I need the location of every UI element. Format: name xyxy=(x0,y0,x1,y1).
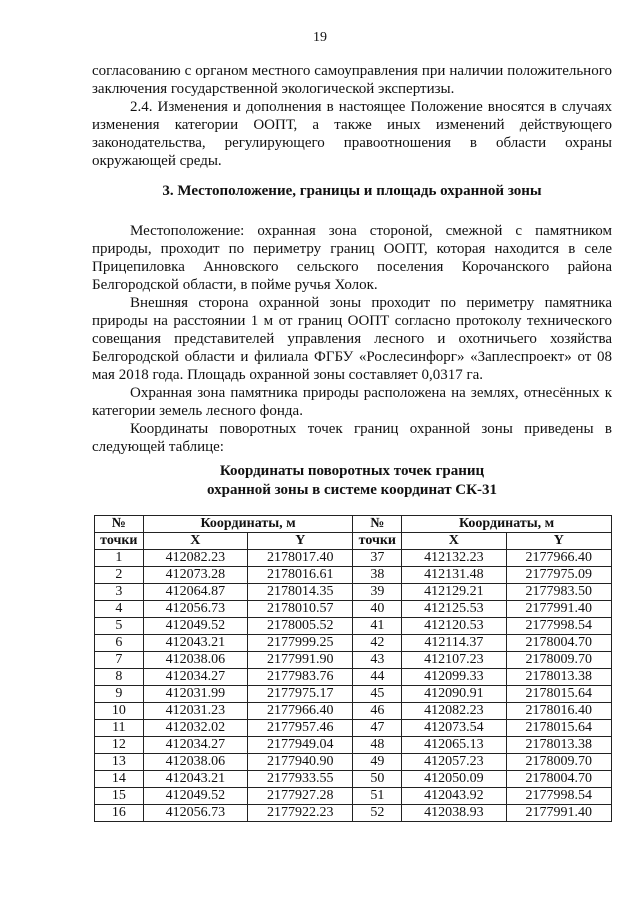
x-value-cell: 412129.21 xyxy=(402,584,506,601)
y-value-cell: 2178016.61 xyxy=(248,567,353,584)
table-row xyxy=(95,550,612,567)
x-value-cell: 412049.52 xyxy=(143,618,247,635)
x-value-cell: 412034.27 xyxy=(143,669,247,686)
point-number-cell: 42 xyxy=(353,635,402,652)
table-row xyxy=(95,788,612,805)
point-number-cell: 50 xyxy=(353,771,402,788)
y-value-cell: 2177949.04 xyxy=(248,737,353,754)
table-row xyxy=(95,635,612,652)
table-row xyxy=(95,652,612,669)
point-number-cell: 37 xyxy=(353,550,402,567)
y-value-cell: 2178015.64 xyxy=(506,686,611,703)
y-value-cell: 2178005.52 xyxy=(248,618,353,635)
x-value-cell: 412050.09 xyxy=(402,771,506,788)
y-value-cell: 2178004.70 xyxy=(506,635,611,652)
section-body xyxy=(92,222,612,456)
y-value-cell: 2177975.09 xyxy=(506,567,611,584)
x-value-cell: 412056.73 xyxy=(143,805,247,822)
y-value-cell: 2178010.57 xyxy=(248,601,353,618)
point-number-cell: 2 xyxy=(95,567,144,584)
point-number-cell: 12 xyxy=(95,737,144,754)
table-title-line-1: Координаты поворотных точек границ xyxy=(219,463,485,479)
x-header: X xyxy=(143,533,247,550)
y-value-cell: 2177983.76 xyxy=(248,669,353,686)
location-paragraph: Местоположение: охранная зона стороной, смежной с памятником природы, проходит по периметру границ ООПТ, которая находится в селе Прицепиловка Анновского сельского поселения Корочанского района Белгородской области, в пойме ручья Холок. xyxy=(92,223,612,293)
y-value-cell: 2177991.40 xyxy=(506,601,611,618)
point-number-cell: 5 xyxy=(95,618,144,635)
coordinates-header: Координаты, м xyxy=(143,516,353,533)
x-value-cell: 412057.23 xyxy=(402,754,506,771)
x-value-cell: 412043.21 xyxy=(143,771,247,788)
point-number-cell: 47 xyxy=(353,720,402,737)
intro-paragraph-1: согласованию с органом местного самоуправления при наличии положительного заключения государственной экологической экспертизы. xyxy=(92,63,612,97)
point-number-cell: 51 xyxy=(353,788,402,805)
table-row xyxy=(95,805,612,822)
point-number-cell: 46 xyxy=(353,703,402,720)
table-row xyxy=(95,720,612,737)
land-category-paragraph: Охранная зона памятника природы расположена на землях, отнесённых к категории земель лесного фонда. xyxy=(92,385,612,419)
point-number-cell: 3 xyxy=(95,584,144,601)
x-value-cell: 412032.02 xyxy=(143,720,247,737)
x-value-cell: 412065.13 xyxy=(402,737,506,754)
intro-paragraph-2: 2.4. Изменения и дополнения в настоящее Положение вносятся в случаях изменения категории ООПТ, а также иных изменений действующего законодательства, регулирующего правоотношения в области охраны окружающей среды. xyxy=(92,99,612,169)
table-row xyxy=(95,618,612,635)
x-value-cell: 412099.33 xyxy=(402,669,506,686)
y-value-cell: 2178015.64 xyxy=(506,720,611,737)
point-label-header: точки xyxy=(95,533,144,550)
table-row xyxy=(95,601,612,618)
y-value-cell: 2178009.70 xyxy=(506,754,611,771)
coordinates-table xyxy=(94,515,612,822)
table-row xyxy=(95,703,612,720)
y-value-cell: 2177940.90 xyxy=(248,754,353,771)
table-intro-paragraph: Координаты поворотных точек границ охранной зоны приведены в следующей таблице: xyxy=(92,421,612,455)
section-heading: 3. Местоположение, границы и площадь охранной зоны xyxy=(162,183,542,199)
point-number-cell: 4 xyxy=(95,601,144,618)
y-value-cell: 2177957.46 xyxy=(248,720,353,737)
point-label-header: точки xyxy=(353,533,402,550)
y-value-cell: 2177998.54 xyxy=(506,788,611,805)
y-value-cell: 2177927.28 xyxy=(248,788,353,805)
y-value-cell: 2178009.70 xyxy=(506,652,611,669)
y-value-cell: 2177998.54 xyxy=(506,618,611,635)
point-number-cell: 7 xyxy=(95,652,144,669)
y-value-cell: 2177966.40 xyxy=(248,703,353,720)
x-value-cell: 412073.54 xyxy=(402,720,506,737)
point-number-cell: 40 xyxy=(353,601,402,618)
point-number-cell: 49 xyxy=(353,754,402,771)
x-value-cell: 412107.23 xyxy=(402,652,506,669)
point-number-cell: 52 xyxy=(353,805,402,822)
x-value-cell: 412132.23 xyxy=(402,550,506,567)
x-value-cell: 412125.53 xyxy=(402,601,506,618)
coordinates-table-body xyxy=(95,550,612,822)
y-value-cell: 2177991.40 xyxy=(506,805,611,822)
x-value-cell: 412049.52 xyxy=(143,788,247,805)
point-number-header: № xyxy=(353,516,402,533)
y-value-cell: 2177991.90 xyxy=(248,652,353,669)
point-number-cell: 14 xyxy=(95,771,144,788)
y-value-cell: 2178014.35 xyxy=(248,584,353,601)
point-number-cell: 39 xyxy=(353,584,402,601)
y-value-cell: 2177983.50 xyxy=(506,584,611,601)
x-value-cell: 412082.23 xyxy=(402,703,506,720)
table-title-line-2: охранной зоны в системе координат СК-31 xyxy=(206,482,498,498)
table-row xyxy=(95,737,612,754)
y-value-cell: 2177999.25 xyxy=(248,635,353,652)
y-header: Y xyxy=(506,533,611,550)
table-row xyxy=(95,669,612,686)
point-number-cell: 1 xyxy=(95,550,144,567)
x-value-cell: 412090.91 xyxy=(402,686,506,703)
table-header-row-2 xyxy=(95,533,612,550)
x-header: X xyxy=(402,533,506,550)
point-number-header: № xyxy=(95,516,144,533)
x-value-cell: 412031.99 xyxy=(143,686,247,703)
table-row xyxy=(95,584,612,601)
x-value-cell: 412131.48 xyxy=(402,567,506,584)
point-number-cell: 16 xyxy=(95,805,144,822)
point-number-cell: 44 xyxy=(353,669,402,686)
x-value-cell: 412114.37 xyxy=(402,635,506,652)
x-value-cell: 412043.21 xyxy=(143,635,247,652)
y-value-cell: 2178013.38 xyxy=(506,737,611,754)
table-header-row-1 xyxy=(95,516,612,533)
y-value-cell: 2177966.40 xyxy=(506,550,611,567)
table-row xyxy=(95,567,612,584)
point-number-cell: 43 xyxy=(353,652,402,669)
point-number-cell: 10 xyxy=(95,703,144,720)
y-value-cell: 2178004.70 xyxy=(506,771,611,788)
point-number-cell: 38 xyxy=(353,567,402,584)
y-value-cell: 2177975.17 xyxy=(248,686,353,703)
y-header: Y xyxy=(248,533,353,550)
x-value-cell: 412031.23 xyxy=(143,703,247,720)
point-number-cell: 11 xyxy=(95,720,144,737)
y-value-cell: 2177922.23 xyxy=(248,805,353,822)
page-number: 19 xyxy=(313,30,327,45)
table-row xyxy=(95,771,612,788)
x-value-cell: 412056.73 xyxy=(143,601,247,618)
y-value-cell: 2177933.55 xyxy=(248,771,353,788)
x-value-cell: 412034.27 xyxy=(143,737,247,754)
point-number-cell: 9 xyxy=(95,686,144,703)
x-value-cell: 412082.23 xyxy=(143,550,247,567)
point-number-cell: 45 xyxy=(353,686,402,703)
x-value-cell: 412038.06 xyxy=(143,652,247,669)
table-row xyxy=(95,686,612,703)
y-value-cell: 2178016.40 xyxy=(506,703,611,720)
intro-text xyxy=(92,62,612,170)
y-value-cell: 2178017.40 xyxy=(248,550,353,567)
point-number-cell: 6 xyxy=(95,635,144,652)
table-title xyxy=(92,462,612,500)
boundary-paragraph: Внешняя сторона охранной зоны проходит по периметру памятника природы на расстоянии 1 м от границ ООПТ согласно протоколу технического совещания представителей управления лесного и охотничьего хозяйства Белгородской области и филиала ФГБУ «Рослесинфорг» «Заплеспроект» от 08 мая 2018 года. Площадь охранной зоны составляет 0,0317 га. xyxy=(92,295,612,383)
x-value-cell: 412038.93 xyxy=(402,805,506,822)
x-value-cell: 412043.92 xyxy=(402,788,506,805)
point-number-cell: 15 xyxy=(95,788,144,805)
coordinates-header: Координаты, м xyxy=(402,516,612,533)
point-number-cell: 48 xyxy=(353,737,402,754)
x-value-cell: 412064.87 xyxy=(143,584,247,601)
table-row xyxy=(95,754,612,771)
y-value-cell: 2178013.38 xyxy=(506,669,611,686)
x-value-cell: 412073.28 xyxy=(143,567,247,584)
x-value-cell: 412038.06 xyxy=(143,754,247,771)
point-number-cell: 8 xyxy=(95,669,144,686)
point-number-cell: 13 xyxy=(95,754,144,771)
point-number-cell: 41 xyxy=(353,618,402,635)
x-value-cell: 412120.53 xyxy=(402,618,506,635)
